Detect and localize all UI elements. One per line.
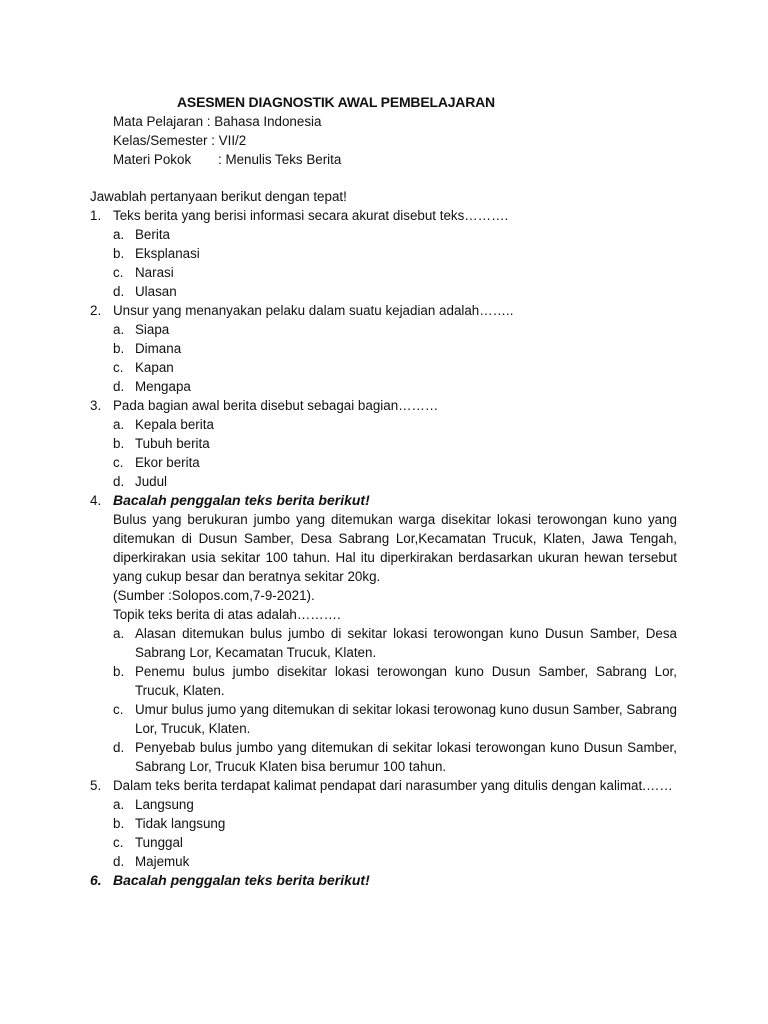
- option-item: [113, 624, 677, 662]
- option-letter: c.: [113, 455, 124, 470]
- option-text: Penemu bulus jumbo disekitar lokasi terowongan kuno Dusun Samber, Sabrang Lor, Trucuk, Klaten.: [135, 664, 677, 698]
- option-item: [113, 700, 677, 738]
- option-item: [113, 795, 677, 814]
- option-letter: d.: [113, 854, 125, 869]
- option-letter: b.: [113, 664, 125, 679]
- option-text: Langsung: [135, 797, 194, 812]
- option-letter: c.: [113, 702, 124, 717]
- meta-class-semester: Kelas/Semester : VII/2: [113, 133, 247, 148]
- option-item: [113, 263, 677, 282]
- option-text: Umur bulus jumo yang ditemukan di sekitar lokasi terowonag kuno dusun Samber, Sabrang Lor, Trucuk, Klaten.: [135, 702, 677, 736]
- option-text: Berita: [135, 227, 170, 242]
- option-text: Tidak langsung: [135, 816, 226, 831]
- option-item: [113, 852, 677, 871]
- option-item: [113, 339, 677, 358]
- option-letter: b.: [113, 436, 125, 451]
- question-text: Dalam teks berita terdapat kalimat pendapat dari narasumber yang ditulis dengan kalimat.……: [113, 778, 673, 793]
- option-letter: a.: [113, 227, 125, 242]
- question-heading: Bacalah penggalan teks berita berikut!: [113, 872, 370, 888]
- option-item: [113, 814, 677, 833]
- meta-topic-value: : Menulis Teks Berita: [218, 152, 342, 167]
- option-item: [113, 377, 677, 396]
- option-letter: c.: [113, 835, 124, 850]
- option-letter: d.: [113, 379, 125, 394]
- option-letter: d.: [113, 474, 125, 489]
- question-3: [90, 396, 677, 491]
- option-text: Mengapa: [135, 379, 191, 394]
- option-item: [113, 244, 677, 263]
- option-item: [113, 358, 677, 377]
- option-list: [113, 415, 677, 491]
- question-prompt: Topik teks berita di atas adalah……….: [113, 607, 341, 622]
- option-letter: b.: [113, 816, 125, 831]
- option-letter: a.: [113, 626, 125, 641]
- option-item: [113, 415, 677, 434]
- question-text: Teks berita yang berisi informasi secara akurat disebut teks……….: [113, 208, 509, 223]
- question-number: 6.: [90, 872, 102, 888]
- question-number: 2.: [90, 303, 102, 318]
- document-title: ASESMEN DIAGNOSTIK AWAL PEMBELAJARAN: [177, 94, 495, 110]
- question-2: [90, 301, 677, 396]
- question-5: [90, 776, 677, 871]
- option-text: Ekor berita: [135, 455, 200, 470]
- option-item: [113, 833, 677, 852]
- question-number: 3.: [90, 398, 102, 413]
- option-text: Judul: [135, 474, 168, 489]
- option-text: Ulasan: [135, 284, 177, 299]
- question-text: Unsur yang menanyakan pelaku dalam suatu kejadian adalah……..: [113, 303, 514, 318]
- option-item: [113, 282, 677, 301]
- option-text: Majemuk: [135, 854, 190, 869]
- option-text: Kapan: [135, 360, 174, 375]
- option-text: Narasi: [135, 265, 174, 280]
- option-text: Kepala berita: [135, 417, 214, 432]
- option-letter: c.: [113, 265, 124, 280]
- question-4: [90, 491, 677, 776]
- question-number: 4.: [90, 493, 102, 508]
- option-list: [113, 795, 677, 871]
- option-letter: d.: [113, 284, 125, 299]
- option-letter: b.: [113, 246, 125, 261]
- question-number: 5.: [90, 778, 102, 793]
- option-item: [113, 662, 677, 700]
- option-letter: a.: [113, 797, 125, 812]
- news-passage: Bulus yang berukuran jumbo yang ditemukan warga disekitar lokasi terowongan kuno yang ditemukan di Dusun Samber, Desa Sabrang Lor,Kecamatan Trucuk, Klaten, Jawa Tengah, diperkirakan usia sekitar 100 tahun. Hal itu diperkirakan berdasarkan ukuran hewan tersebut yang cukup besar dan beratnya sekitar 20kg.: [113, 512, 677, 584]
- option-item: [113, 472, 677, 491]
- option-text: Eksplanasi: [135, 246, 200, 261]
- question-6: [90, 871, 677, 890]
- option-letter: a.: [113, 417, 125, 432]
- question-list: [90, 187, 677, 890]
- question-heading: Bacalah penggalan teks berita berikut!: [113, 492, 370, 508]
- option-item: [113, 453, 677, 472]
- option-text: Alasan ditemukan bulus jumbo di sekitar lokasi terowongan kuno Dusun Samber, Desa Sabrang Lor, Kecamatan Trucuk, Klaten.: [135, 626, 677, 660]
- option-letter: d.: [113, 740, 125, 755]
- option-list: [113, 320, 677, 396]
- meta-topic-label: Materi Pokok: [113, 152, 192, 167]
- instruction-text: Jawablah pertanyaan berikut dengan tepat!: [90, 189, 347, 204]
- option-item: [113, 320, 677, 339]
- option-letter: c.: [113, 360, 124, 375]
- meta-topic: [113, 150, 341, 169]
- option-text: Dimana: [135, 341, 182, 356]
- option-text: Siapa: [135, 322, 170, 337]
- option-text: Tunggal: [135, 835, 183, 850]
- option-list: [113, 624, 677, 776]
- question-1: [90, 206, 677, 301]
- option-letter: a.: [113, 322, 125, 337]
- option-item: [113, 434, 677, 453]
- option-text: Penyebab bulus jumbo yang ditemukan di sekitar lokasi terowongan kuno Dusun Samber, Sabrang Lor, Trucuk Klaten bisa berumur 100 tahun.: [135, 740, 677, 774]
- document-meta: [113, 112, 341, 169]
- option-letter: b.: [113, 341, 125, 356]
- meta-subject: Mata Pelajaran : Bahasa Indonesia: [113, 114, 322, 129]
- option-list: [113, 225, 677, 301]
- option-item: [113, 225, 677, 244]
- option-text: Tubuh berita: [135, 436, 210, 451]
- question-number: 1.: [90, 208, 102, 223]
- passage-source: (Sumber :Solopos.com,7-9-2021).: [113, 588, 315, 603]
- question-text: Pada bagian awal berita disebut sebagai bagian………: [113, 398, 439, 413]
- option-item: [113, 738, 677, 776]
